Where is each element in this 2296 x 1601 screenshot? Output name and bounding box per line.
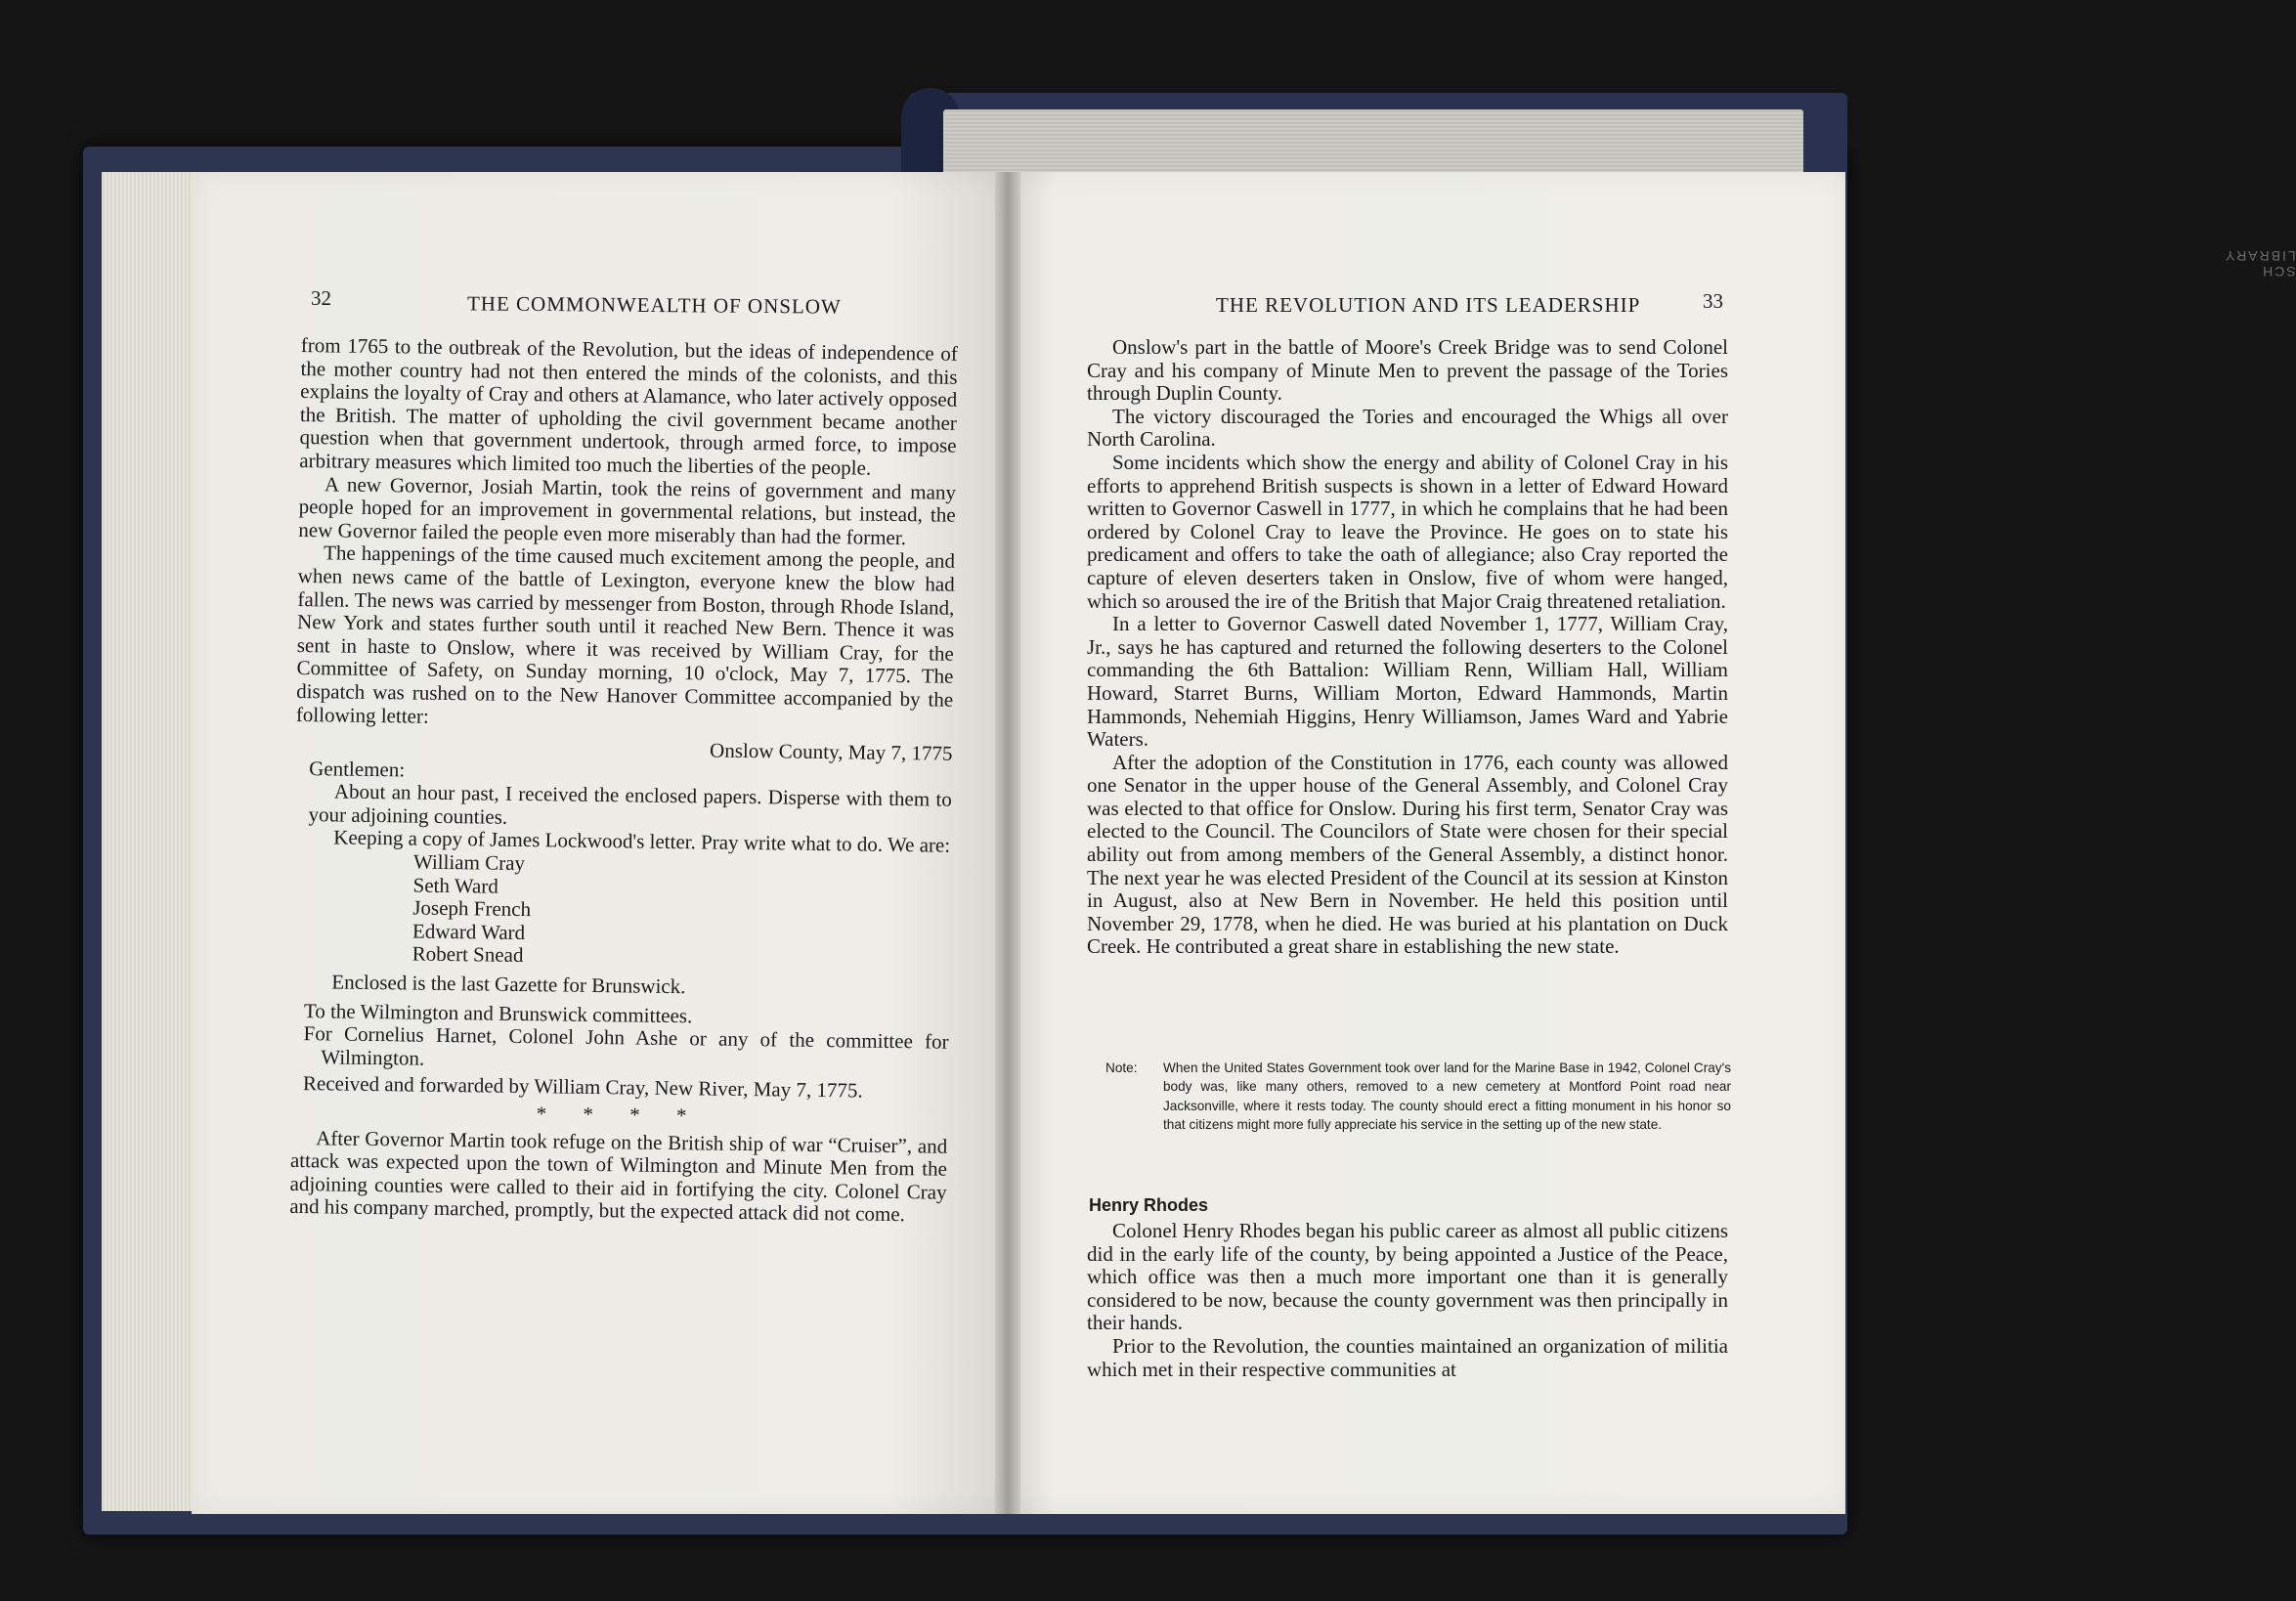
left-page-body [289, 334, 958, 1228]
paragraph: A new Governor, Josiah Martin, took the reins of government and many people hoped for an improvement in governmental relations, but instead, the new Governor failed the people even more miserably than had the former. [298, 471, 957, 549]
left-page-stack [102, 172, 195, 1511]
signer: Joseph French [412, 895, 532, 922]
paragraph: After the adoption of the Constitution in 1776, each county was allowed one Senator in the upper house of the General Assembly, and Colonel Cray was elected to that office for Onslow. During his first term, Senator Cray was elected to the Council. The Councilors of State were chosen for their special ability out from among members of the General Assembly, a distinct honor. The next year he was elected President of the Council at its session at Kinston in August, also at New Bern in November. He held this position until November 29, 1778, when he died. He was buried at his plantation on Duck Creek. He contributed a great share in establishing the new state. [1087, 750, 1728, 959]
letter-body: About an hour past, I received the enclosed papers. Disperse with them to your adjoining counties. [308, 779, 952, 829]
paragraph: from 1765 to the outbreak of the Revolution, but the ideas of independence of the mother country had not then entered the minds of the colonists, and this explains the loyalty of Cray and others at Alamance, who later actively opposed the British. The matter of upholding the civil government became another question when that government undertook, through armed force, to impose arbitrary measures which limited too much the liberties of the people. [299, 333, 958, 480]
letter-salutation: Gentlemen: [309, 756, 406, 782]
right-page-section-body [1087, 1220, 1728, 1381]
paragraph: The victory discouraged the Tories and encouraged the Whigs all over North Carolina. [1087, 404, 1728, 452]
signer: William Cray [412, 849, 526, 876]
right-page-body [1087, 336, 1728, 959]
paragraph: Some incidents which show the energy and ability of Colonel Cray in his efforts to apprehend British suspects is shown in a letter of Edward Howard written to Governor Caswell in 1777, in which he complains that he had been ordered by Colonel Cray to leave the Province. He goes on to state his predicament and offers to take the oath of allegiance; also Cray reported the capture of eleven deserters taken in Onslow, five of whom were hanged, which so aroused the ire of the British that Major Craig threatened retaliation. [1087, 450, 1728, 613]
footnote-label: Note: [1105, 1060, 1138, 1075]
footnote-text: When the United States Government took over land for the Marine Base in 1942, Colonel Cray's body was, like many others, removed to a new cemetery at Montford Point road near Jacksonville, where it rests today. The county should erect a fitting monument in his honor so that citizens might more fully appreciate his service in the setting up of the new state. [1163, 1060, 1731, 1133]
signer: Seth Ward [412, 873, 498, 898]
paragraph: Prior to the Revolution, the counties maintained an organization of militia which met in their respective communities at [1087, 1333, 1728, 1381]
signer: Edward Ward [412, 919, 526, 944]
gutter [995, 172, 1020, 1514]
section-break-stars: * * * * [536, 1102, 703, 1128]
paragraph: In a letter to Governor Caswell dated November 1, 1777, William Cray, Jr., says he has captured and returned the following deserters to the Colonel commanding the 6th Battalion: William Renn, William Hall, William Howard, Starret Burns, William Morton, Edward Hammonds, Martin Hammonds, Nehemiah Higgins, Henry Williamson, James Ward and Yabrie Waters. [1087, 612, 1728, 752]
right-running-head: THE REVOLUTION AND ITS LEADERSHIP [1216, 293, 1641, 317]
paragraph: The happenings of the time caused much excitement among the people, and when news came of the battle of Lexington, everyone knew the blow had fallen. The news was carried by messenger from Boston, through Rhode Island, New York and states further south until it reached New Bern. Thence it was sent in haste to Onslow, where it was received by William Cray, for the Committee of Safety, on Sunday morning, 10 o'clock, May 7, 1775. The dispatch was rushed on to the New Hanover Committee accompanied by the following letter: [295, 541, 956, 728]
right-page-number: 33 [1703, 289, 1723, 313]
letter-place-date: Onslow County, May 7, 1775 [709, 738, 953, 765]
left-page-number: 32 [311, 286, 331, 310]
paragraph: Colonel Henry Rhodes began his public career as almost all public citizens did in the early life of the county, by being appointed a Justice of the Peace, which office was then a much more important one than it is generally considered to be now, because the county government was then principally in their hands. [1087, 1219, 1728, 1335]
paragraph: After Governor Martin took refuge on the British ship of war “Cruiser”, and attack was expected upon the town of Wilmington and Minute Men from the adjoining counties were called to their aid in fortifying the city. Colonel Cray and his company marched, promptly, but the expected attack did not come. [289, 1125, 948, 1227]
letter-body: Keeping a copy of James Lockwood's letter. Pray write what to do. We are: [333, 825, 951, 858]
footnote [1105, 1059, 1731, 1135]
letter-received: Received and forwarded by William Cray, New River, May 7, 1775. [302, 1071, 863, 1103]
letter-enclosed: Enclosed is the last Gazette for Brunswick. [331, 970, 686, 999]
left-running-head: THE COMMONWEALTH OF ONSLOW [466, 291, 842, 319]
page-edges [943, 109, 2296, 280]
edge-stamp: SCH LIBRARY [2223, 248, 2296, 280]
section-heading: Henry Rhodes [1089, 1195, 1209, 1215]
paragraph: Onslow's part in the battle of Moore's Creek Bridge was to send Colonel Cray and his company of Minute Men to prevent the passage of the Tories through Duplin County. [1087, 335, 1728, 406]
letter-signers [412, 851, 951, 974]
letter-for: For Cornelius Harnet, Colonel John Ashe or any of the committee for Wilmington. [303, 1021, 949, 1070]
signer: Robert Snead [412, 941, 524, 968]
letter-to: To the Wilmington and Brunswick committees. [303, 998, 693, 1027]
